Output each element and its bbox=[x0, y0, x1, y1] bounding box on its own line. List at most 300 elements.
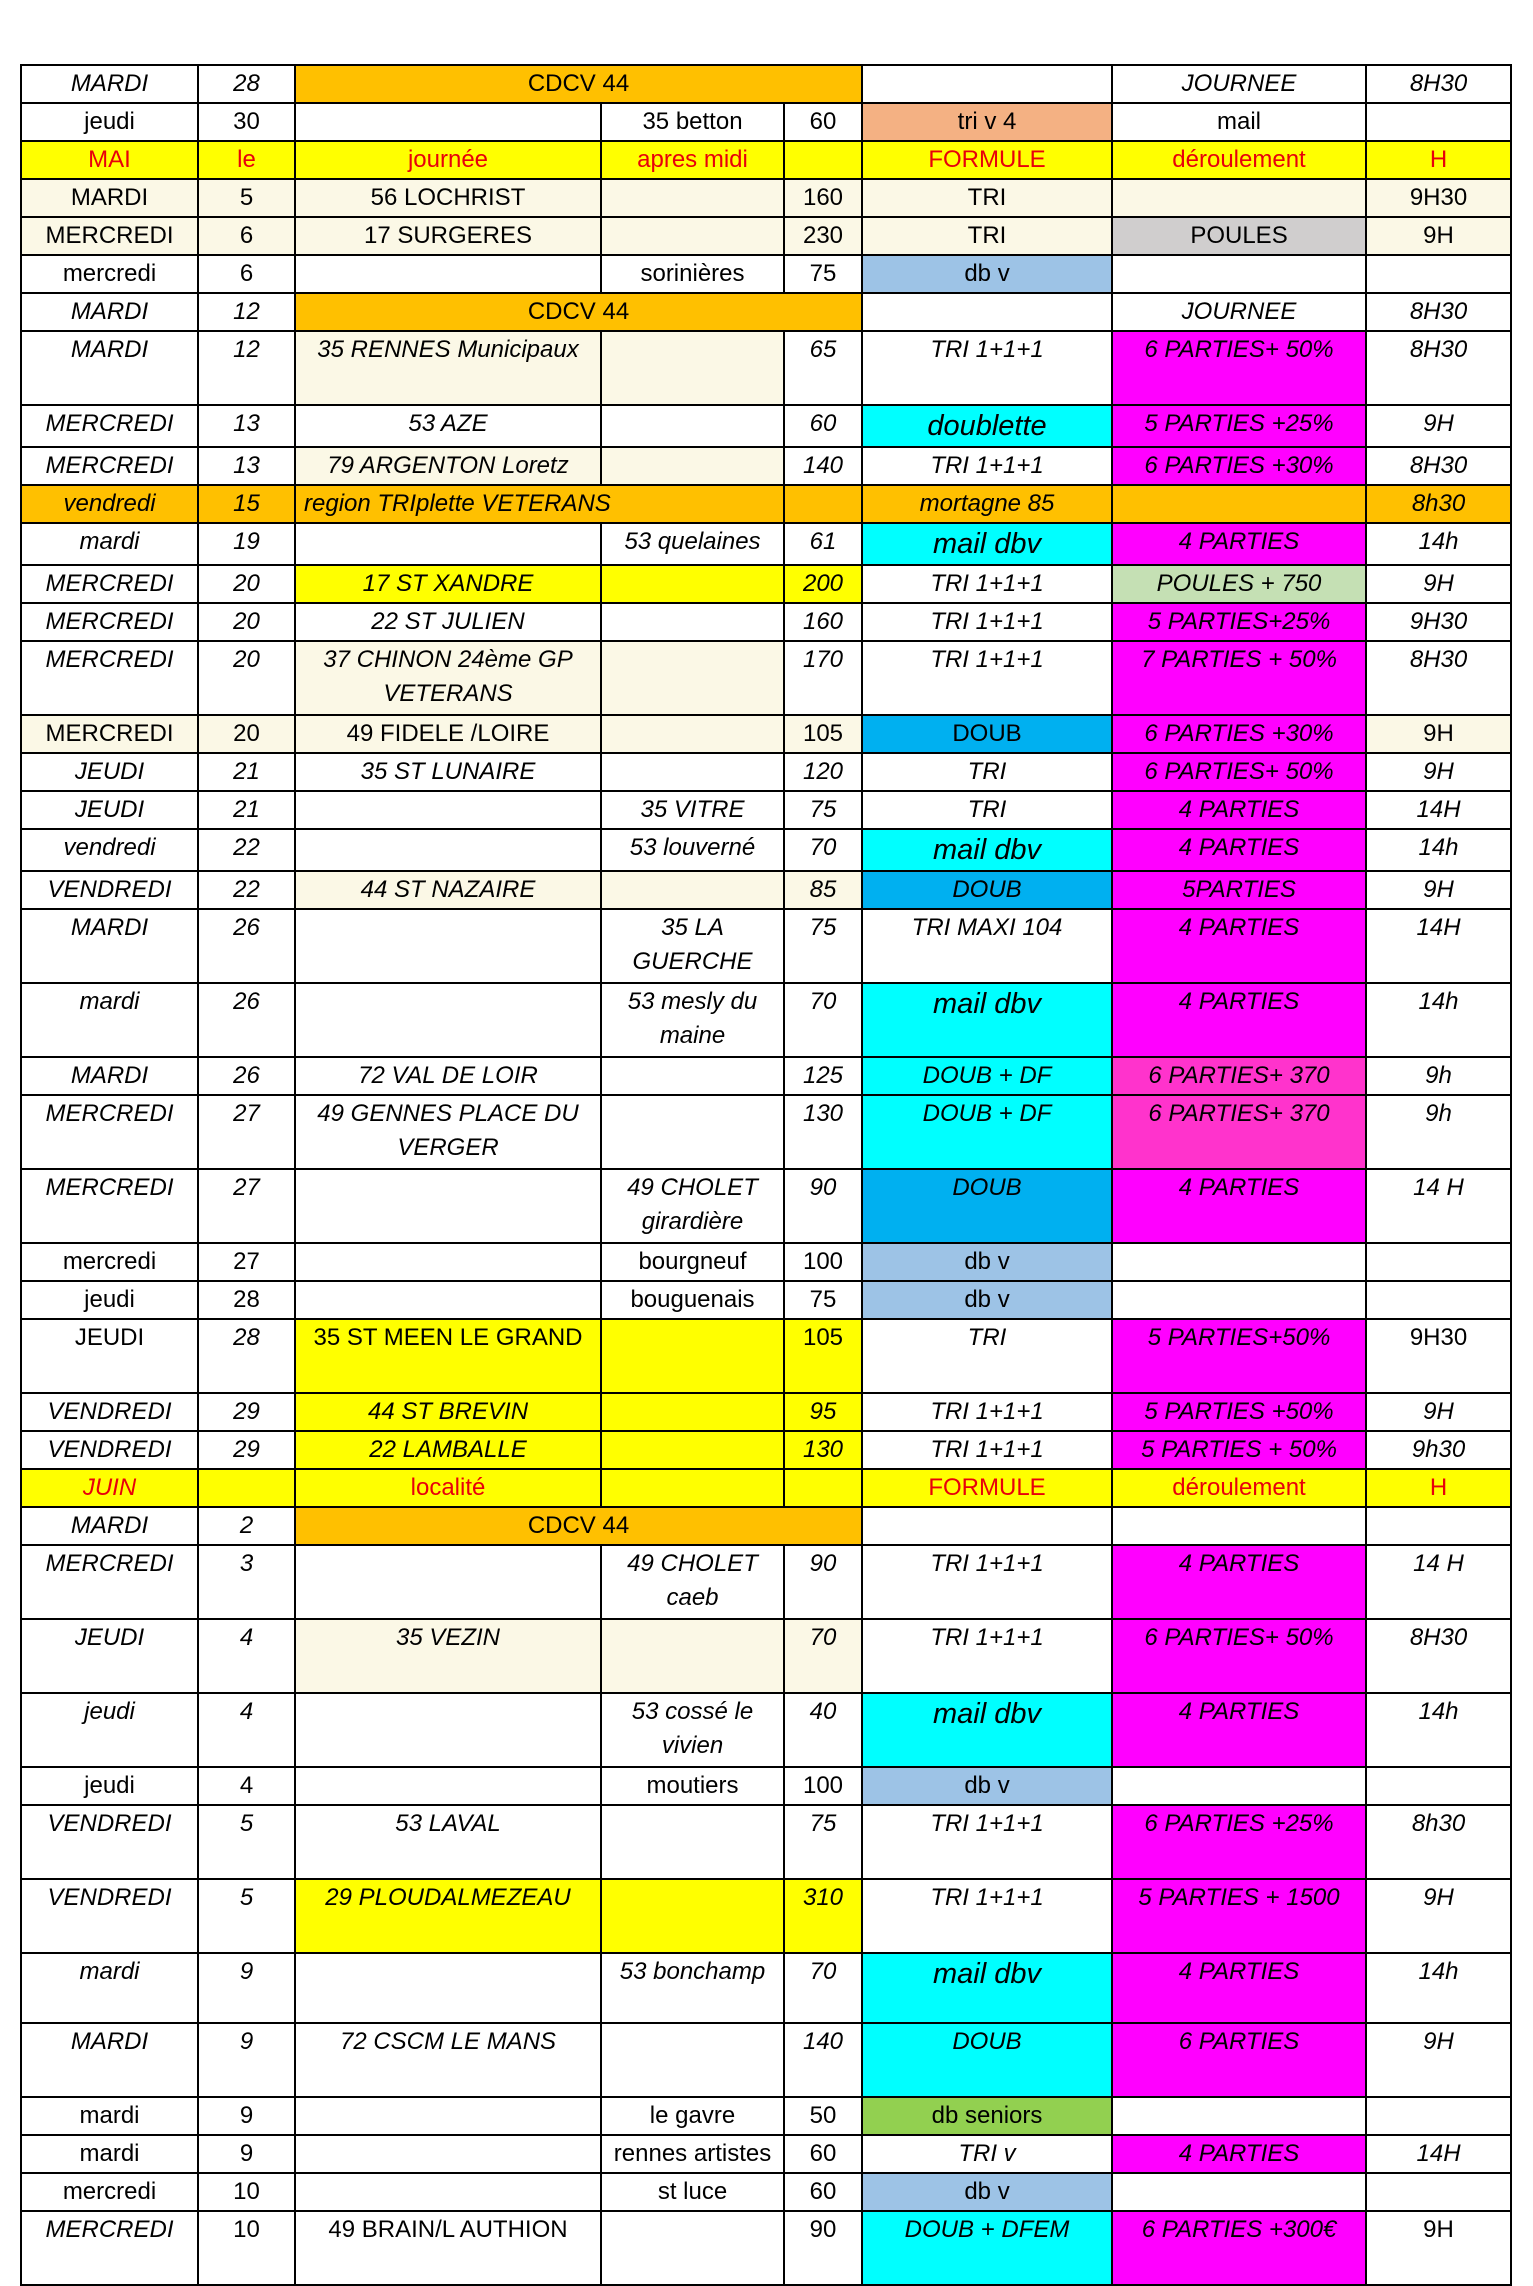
cell-journee bbox=[295, 1545, 601, 1619]
cell-journee: 49 GENNES PLACE DU VERGER bbox=[295, 1095, 601, 1169]
cell-number: 90 bbox=[784, 1545, 862, 1619]
cell-deroulement: 5 PARTIES +25% bbox=[1112, 405, 1366, 447]
table-row bbox=[21, 1693, 1511, 1767]
cell-apres-midi: 53 mesly du maine bbox=[601, 983, 784, 1057]
cell-journee bbox=[295, 2135, 601, 2173]
cell-day: MARDI bbox=[21, 1057, 198, 1095]
cell-date: 6 bbox=[198, 255, 295, 293]
cell-day: MARDI bbox=[21, 1507, 198, 1545]
cell-deroulement: POULES + 750 bbox=[1112, 565, 1366, 603]
table-row bbox=[21, 715, 1511, 753]
table-row bbox=[21, 1953, 1511, 2023]
cell-deroulement bbox=[1112, 485, 1366, 523]
cell-apres-midi bbox=[601, 753, 784, 791]
cell-date: 20 bbox=[198, 715, 295, 753]
table-row bbox=[21, 1393, 1511, 1431]
cell-journee: 37 CHINON 24ème GP VETERANS bbox=[295, 641, 601, 715]
cell-deroulement: 6 PARTIES +30% bbox=[1112, 715, 1366, 753]
cell-deroulement: 4 PARTIES bbox=[1112, 909, 1366, 983]
cell-journee: region TRIplette VETERANS bbox=[295, 485, 784, 523]
cell-hour: 9H bbox=[1366, 1879, 1511, 1953]
cell-day: mercredi bbox=[21, 255, 198, 293]
table-row bbox=[21, 1431, 1511, 1469]
cell-journee: 17 ST XANDRE bbox=[295, 565, 601, 603]
cell-hour: 9H bbox=[1366, 405, 1511, 447]
cell-journee bbox=[295, 2173, 601, 2211]
cell-apres-midi bbox=[601, 1879, 784, 1953]
cell-apres-midi bbox=[601, 1393, 784, 1431]
cell-formule: TRI 1+1+1 bbox=[862, 447, 1112, 485]
cell-deroulement: 4 PARTIES bbox=[1112, 1545, 1366, 1619]
cell-hour bbox=[1366, 1281, 1511, 1319]
table-row bbox=[21, 641, 1511, 715]
cell-formule: TRI 1+1+1 bbox=[862, 1393, 1112, 1431]
cell-apres-midi: apres midi bbox=[601, 141, 784, 179]
cell-number: 90 bbox=[784, 2211, 862, 2285]
cell-apres-midi: 35 VITRE bbox=[601, 791, 784, 829]
cell-number: 60 bbox=[784, 405, 862, 447]
cell-date bbox=[198, 1469, 295, 1507]
cell-date: 28 bbox=[198, 1281, 295, 1319]
cell-date: 5 bbox=[198, 1805, 295, 1879]
cell-hour: 9H bbox=[1366, 1393, 1511, 1431]
cell-journee bbox=[295, 103, 601, 141]
cell-hour: 8H30 bbox=[1366, 641, 1511, 715]
table-row bbox=[21, 1879, 1511, 1953]
cell-date: 21 bbox=[198, 791, 295, 829]
cell-day: JEUDI bbox=[21, 791, 198, 829]
cell-hour: 8h30 bbox=[1366, 1805, 1511, 1879]
cell-apres-midi: rennes artistes bbox=[601, 2135, 784, 2173]
cell-day: mardi bbox=[21, 2135, 198, 2173]
cell-journee bbox=[295, 1693, 601, 1767]
cell-deroulement: mail bbox=[1112, 103, 1366, 141]
table-row bbox=[21, 603, 1511, 641]
table-row bbox=[21, 217, 1511, 255]
cell-deroulement: 5 PARTIES + 50% bbox=[1112, 1431, 1366, 1469]
table-row bbox=[21, 1507, 1511, 1545]
schedule-body bbox=[21, 65, 1511, 2285]
table-row bbox=[21, 1619, 1511, 1693]
cell-apres-midi: bouguenais bbox=[601, 1281, 784, 1319]
cell-formule: db v bbox=[862, 255, 1112, 293]
cell-apres-midi: 53 louverné bbox=[601, 829, 784, 871]
cell-formule bbox=[862, 65, 1112, 103]
cell-day: MARDI bbox=[21, 2023, 198, 2097]
cell-deroulement: 7 PARTIES + 50% bbox=[1112, 641, 1366, 715]
cell-day: JEUDI bbox=[21, 753, 198, 791]
cell-hour: 9H bbox=[1366, 871, 1511, 909]
cell-hour: 9H30 bbox=[1366, 179, 1511, 217]
table-row bbox=[21, 293, 1511, 331]
cell-formule: TRI bbox=[862, 179, 1112, 217]
cell-apres-midi bbox=[601, 1095, 784, 1169]
cell-date: 26 bbox=[198, 909, 295, 983]
cell-formule: TRI bbox=[862, 791, 1112, 829]
cell-apres-midi bbox=[601, 1057, 784, 1095]
cell-apres-midi: 53 bonchamp bbox=[601, 1953, 784, 2023]
cell-day: MARDI bbox=[21, 179, 198, 217]
cell-journee: 49 BRAIN/L AUTHION bbox=[295, 2211, 601, 2285]
cell-apres-midi: bourgneuf bbox=[601, 1243, 784, 1281]
cell-apres-midi: 53 quelaines bbox=[601, 523, 784, 565]
cell-number: 70 bbox=[784, 1619, 862, 1693]
cell-day: jeudi bbox=[21, 103, 198, 141]
cell-number bbox=[784, 1469, 862, 1507]
cell-deroulement: 6 PARTIES+ 370 bbox=[1112, 1057, 1366, 1095]
cell-hour: 8H30 bbox=[1366, 65, 1511, 103]
cell-hour bbox=[1366, 1767, 1511, 1805]
cell-apres-midi: 49 CHOLET caeb bbox=[601, 1545, 784, 1619]
cell-hour bbox=[1366, 2097, 1511, 2135]
cell-date: 9 bbox=[198, 2135, 295, 2173]
cell-day: jeudi bbox=[21, 1767, 198, 1805]
cell-hour: 9H bbox=[1366, 2023, 1511, 2097]
table-row bbox=[21, 1767, 1511, 1805]
cell-number: 60 bbox=[784, 103, 862, 141]
cell-deroulement: 6 PARTIES+ 370 bbox=[1112, 1095, 1366, 1169]
cell-date: 29 bbox=[198, 1393, 295, 1431]
cell-number: 230 bbox=[784, 217, 862, 255]
cell-number: 85 bbox=[784, 871, 862, 909]
cell-date: 30 bbox=[198, 103, 295, 141]
cell-date: 9 bbox=[198, 2097, 295, 2135]
cell-number: 65 bbox=[784, 331, 862, 405]
cell-date: 27 bbox=[198, 1169, 295, 1243]
cell-day: MERCREDI bbox=[21, 641, 198, 715]
cell-journee: 44 ST BREVIN bbox=[295, 1393, 601, 1431]
cell-apres-midi bbox=[601, 871, 784, 909]
cell-day: mardi bbox=[21, 2097, 198, 2135]
cell-deroulement: 4 PARTIES bbox=[1112, 2135, 1366, 2173]
cell-journee bbox=[295, 2097, 601, 2135]
cell-date: 9 bbox=[198, 2023, 295, 2097]
cell-day: VENDREDI bbox=[21, 1431, 198, 1469]
cell-journee bbox=[295, 523, 601, 565]
cell-number: 100 bbox=[784, 1767, 862, 1805]
cell-apres-midi bbox=[601, 715, 784, 753]
cell-day: mercredi bbox=[21, 1243, 198, 1281]
cell-day: mardi bbox=[21, 983, 198, 1057]
cell-journee bbox=[295, 1243, 601, 1281]
cell-hour: 14H bbox=[1366, 2135, 1511, 2173]
cell-hour bbox=[1366, 2173, 1511, 2211]
cell-formule: mortagne 85 bbox=[862, 485, 1112, 523]
cell-day: MARDI bbox=[21, 65, 198, 103]
table-row bbox=[21, 2097, 1511, 2135]
cell-number: 100 bbox=[784, 1243, 862, 1281]
table-row bbox=[21, 909, 1511, 983]
cell-date: 20 bbox=[198, 603, 295, 641]
cell-formule: TRI 1+1+1 bbox=[862, 1431, 1112, 1469]
cell-hour: 14h bbox=[1366, 1693, 1511, 1767]
cell-day: vendredi bbox=[21, 829, 198, 871]
cell-date: 19 bbox=[198, 523, 295, 565]
cell-apres-midi bbox=[601, 1469, 784, 1507]
cell-journee bbox=[295, 1169, 601, 1243]
cell-number: 90 bbox=[784, 1169, 862, 1243]
cell-journee: 44 ST NAZAIRE bbox=[295, 871, 601, 909]
cell-formule: db v bbox=[862, 1243, 1112, 1281]
cell-formule: TRI 1+1+1 bbox=[862, 1619, 1112, 1693]
cell-day: mardi bbox=[21, 523, 198, 565]
table-row bbox=[21, 2211, 1511, 2285]
cell-day: VENDREDI bbox=[21, 1879, 198, 1953]
cell-deroulement: 5PARTIES bbox=[1112, 871, 1366, 909]
cell-deroulement: 4 PARTIES bbox=[1112, 523, 1366, 565]
cell-date: 29 bbox=[198, 1431, 295, 1469]
cell-journee: CDCV 44 bbox=[295, 65, 862, 103]
cell-formule: mail dbv bbox=[862, 523, 1112, 565]
cell-number bbox=[784, 485, 862, 523]
cell-number: 60 bbox=[784, 2173, 862, 2211]
cell-number: 75 bbox=[784, 909, 862, 983]
cell-apres-midi: sorinières bbox=[601, 255, 784, 293]
cell-apres-midi bbox=[601, 405, 784, 447]
cell-journee: 22 LAMBALLE bbox=[295, 1431, 601, 1469]
cell-deroulement bbox=[1112, 1281, 1366, 1319]
table-row bbox=[21, 1095, 1511, 1169]
cell-day: MARDI bbox=[21, 909, 198, 983]
table-row bbox=[21, 523, 1511, 565]
cell-deroulement: POULES bbox=[1112, 217, 1366, 255]
cell-hour: 14 H bbox=[1366, 1169, 1511, 1243]
cell-day: MERCREDI bbox=[21, 447, 198, 485]
cell-hour: 14h bbox=[1366, 1953, 1511, 2023]
cell-number bbox=[784, 141, 862, 179]
cell-number: 160 bbox=[784, 179, 862, 217]
cell-formule: doublette bbox=[862, 405, 1112, 447]
cell-deroulement: 6 PARTIES +300€ bbox=[1112, 2211, 1366, 2285]
table-row bbox=[21, 2173, 1511, 2211]
cell-number: 75 bbox=[784, 1281, 862, 1319]
cell-deroulement bbox=[1112, 1767, 1366, 1805]
cell-journee: CDCV 44 bbox=[295, 293, 862, 331]
cell-formule: DOUB + DF bbox=[862, 1057, 1112, 1095]
table-row bbox=[21, 103, 1511, 141]
cell-hour: 9h30 bbox=[1366, 1431, 1511, 1469]
cell-number: 170 bbox=[784, 641, 862, 715]
cell-date: 26 bbox=[198, 1057, 295, 1095]
cell-apres-midi: 35 LA GUERCHE bbox=[601, 909, 784, 983]
table-row bbox=[21, 1281, 1511, 1319]
cell-hour: 8H30 bbox=[1366, 1619, 1511, 1693]
cell-formule: DOUB + DF bbox=[862, 1095, 1112, 1169]
cell-formule: mail dbv bbox=[862, 1953, 1112, 2023]
cell-date: 22 bbox=[198, 871, 295, 909]
cell-journee: 79 ARGENTON Loretz bbox=[295, 447, 601, 485]
cell-formule: TRI v bbox=[862, 2135, 1112, 2173]
table-row bbox=[21, 1057, 1511, 1095]
table-row bbox=[21, 2023, 1511, 2097]
cell-deroulement: 5 PARTIES + 1500 bbox=[1112, 1879, 1366, 1953]
cell-deroulement bbox=[1112, 179, 1366, 217]
cell-hour: 14h bbox=[1366, 983, 1511, 1057]
cell-deroulement: 4 PARTIES bbox=[1112, 1953, 1366, 2023]
table-row bbox=[21, 485, 1511, 523]
cell-journee bbox=[295, 829, 601, 871]
cell-number: 40 bbox=[784, 1693, 862, 1767]
cell-date: 26 bbox=[198, 983, 295, 1057]
cell-number: 105 bbox=[784, 1319, 862, 1393]
cell-hour: 8H30 bbox=[1366, 293, 1511, 331]
cell-journee bbox=[295, 983, 601, 1057]
cell-hour: H bbox=[1366, 1469, 1511, 1507]
cell-number: 130 bbox=[784, 1431, 862, 1469]
cell-date: 27 bbox=[198, 1243, 295, 1281]
cell-date: 9 bbox=[198, 1953, 295, 2023]
cell-date: 27 bbox=[198, 1095, 295, 1169]
cell-day: MERCREDI bbox=[21, 1545, 198, 1619]
cell-formule: DOUB bbox=[862, 871, 1112, 909]
schedule-table bbox=[20, 64, 1512, 2286]
cell-number: 75 bbox=[784, 1805, 862, 1879]
cell-number: 200 bbox=[784, 565, 862, 603]
cell-journee: 35 ST LUNAIRE bbox=[295, 753, 601, 791]
cell-number: 95 bbox=[784, 1393, 862, 1431]
cell-hour: 8H30 bbox=[1366, 331, 1511, 405]
table-row bbox=[21, 1319, 1511, 1393]
cell-date: 20 bbox=[198, 565, 295, 603]
cell-deroulement: 4 PARTIES bbox=[1112, 1693, 1366, 1767]
cell-date: 4 bbox=[198, 1693, 295, 1767]
cell-day: MERCREDI bbox=[21, 405, 198, 447]
schedule-sheet bbox=[20, 64, 1512, 2286]
cell-hour bbox=[1366, 1243, 1511, 1281]
cell-journee: 35 VEZIN bbox=[295, 1619, 601, 1693]
cell-deroulement: JOURNEE bbox=[1112, 65, 1366, 103]
cell-number: 160 bbox=[784, 603, 862, 641]
cell-deroulement: 5 PARTIES+25% bbox=[1112, 603, 1366, 641]
cell-number: 70 bbox=[784, 1953, 862, 2023]
cell-number: 130 bbox=[784, 1095, 862, 1169]
cell-formule: TRI bbox=[862, 217, 1112, 255]
cell-hour: 14 H bbox=[1366, 1545, 1511, 1619]
cell-formule: TRI bbox=[862, 1319, 1112, 1393]
cell-hour bbox=[1366, 255, 1511, 293]
cell-day: MERCREDI bbox=[21, 565, 198, 603]
cell-formule: DOUB + DFEM bbox=[862, 2211, 1112, 2285]
cell-day: MERCREDI bbox=[21, 603, 198, 641]
cell-date: 28 bbox=[198, 1319, 295, 1393]
cell-hour: 9H bbox=[1366, 2211, 1511, 2285]
cell-date: 22 bbox=[198, 829, 295, 871]
cell-number: 50 bbox=[784, 2097, 862, 2135]
cell-formule: mail dbv bbox=[862, 829, 1112, 871]
cell-date: 28 bbox=[198, 65, 295, 103]
cell-apres-midi bbox=[601, 1619, 784, 1693]
cell-apres-midi bbox=[601, 217, 784, 255]
cell-day: JUIN bbox=[21, 1469, 198, 1507]
cell-deroulement: JOURNEE bbox=[1112, 293, 1366, 331]
cell-journee bbox=[295, 791, 601, 829]
cell-journee: 35 RENNES Municipaux bbox=[295, 331, 601, 405]
cell-hour bbox=[1366, 1507, 1511, 1545]
cell-deroulement bbox=[1112, 1507, 1366, 1545]
cell-journee: journée bbox=[295, 141, 601, 179]
cell-apres-midi: moutiers bbox=[601, 1767, 784, 1805]
cell-deroulement bbox=[1112, 2173, 1366, 2211]
cell-deroulement: 4 PARTIES bbox=[1112, 1169, 1366, 1243]
cell-apres-midi: 35 betton bbox=[601, 103, 784, 141]
cell-apres-midi bbox=[601, 2211, 784, 2285]
cell-date: 6 bbox=[198, 217, 295, 255]
cell-number: 61 bbox=[784, 523, 862, 565]
cell-apres-midi: st luce bbox=[601, 2173, 784, 2211]
cell-hour: 9H30 bbox=[1366, 1319, 1511, 1393]
cell-hour: 9h bbox=[1366, 1095, 1511, 1169]
cell-date: 10 bbox=[198, 2173, 295, 2211]
table-row bbox=[21, 179, 1511, 217]
cell-number: 70 bbox=[784, 983, 862, 1057]
cell-hour: 14h bbox=[1366, 829, 1511, 871]
cell-hour: 14H bbox=[1366, 791, 1511, 829]
cell-hour: 8H30 bbox=[1366, 447, 1511, 485]
cell-formule: db v bbox=[862, 2173, 1112, 2211]
cell-number: 120 bbox=[784, 753, 862, 791]
cell-day: MARDI bbox=[21, 293, 198, 331]
cell-number: 140 bbox=[784, 447, 862, 485]
cell-apres-midi bbox=[601, 331, 784, 405]
cell-journee: 35 ST MEEN LE GRAND bbox=[295, 1319, 601, 1393]
cell-date: 4 bbox=[198, 1619, 295, 1693]
cell-deroulement: 6 PARTIES+ 50% bbox=[1112, 1619, 1366, 1693]
cell-day: jeudi bbox=[21, 1693, 198, 1767]
cell-date: 13 bbox=[198, 447, 295, 485]
cell-date: le bbox=[198, 141, 295, 179]
cell-apres-midi bbox=[601, 603, 784, 641]
cell-hour: 9h bbox=[1366, 1057, 1511, 1095]
cell-formule: TRI 1+1+1 bbox=[862, 1805, 1112, 1879]
cell-deroulement: déroulement bbox=[1112, 1469, 1366, 1507]
table-row bbox=[21, 1243, 1511, 1281]
cell-journee: 72 CSCM LE MANS bbox=[295, 2023, 601, 2097]
cell-deroulement: 6 PARTIES+ 50% bbox=[1112, 753, 1366, 791]
cell-journee: 53 LAVAL bbox=[295, 1805, 601, 1879]
cell-hour: 9H bbox=[1366, 217, 1511, 255]
cell-day: MARDI bbox=[21, 331, 198, 405]
cell-apres-midi: le gavre bbox=[601, 2097, 784, 2135]
cell-apres-midi: 49 CHOLET girardière bbox=[601, 1169, 784, 1243]
table-row bbox=[21, 829, 1511, 871]
cell-number: 105 bbox=[784, 715, 862, 753]
cell-day: mardi bbox=[21, 1953, 198, 2023]
cell-formule bbox=[862, 1507, 1112, 1545]
table-row bbox=[21, 255, 1511, 293]
cell-day: JEUDI bbox=[21, 1619, 198, 1693]
cell-hour bbox=[1366, 103, 1511, 141]
cell-formule: db seniors bbox=[862, 2097, 1112, 2135]
table-row bbox=[21, 753, 1511, 791]
table-row bbox=[21, 2135, 1511, 2173]
cell-day: mercredi bbox=[21, 2173, 198, 2211]
cell-hour: 14h bbox=[1366, 523, 1511, 565]
cell-apres-midi bbox=[601, 179, 784, 217]
cell-formule: TRI 1+1+1 bbox=[862, 641, 1112, 715]
cell-journee: 49 FIDELE /LOIRE bbox=[295, 715, 601, 753]
table-row bbox=[21, 1545, 1511, 1619]
table-row bbox=[21, 447, 1511, 485]
cell-day: VENDREDI bbox=[21, 1805, 198, 1879]
cell-hour: 8h30 bbox=[1366, 485, 1511, 523]
cell-number: 310 bbox=[784, 1879, 862, 1953]
cell-formule: FORMULE bbox=[862, 1469, 1112, 1507]
cell-deroulement bbox=[1112, 2097, 1366, 2135]
cell-formule: FORMULE bbox=[862, 141, 1112, 179]
cell-date: 2 bbox=[198, 1507, 295, 1545]
cell-day: MAI bbox=[21, 141, 198, 179]
cell-formule: DOUB bbox=[862, 1169, 1112, 1243]
